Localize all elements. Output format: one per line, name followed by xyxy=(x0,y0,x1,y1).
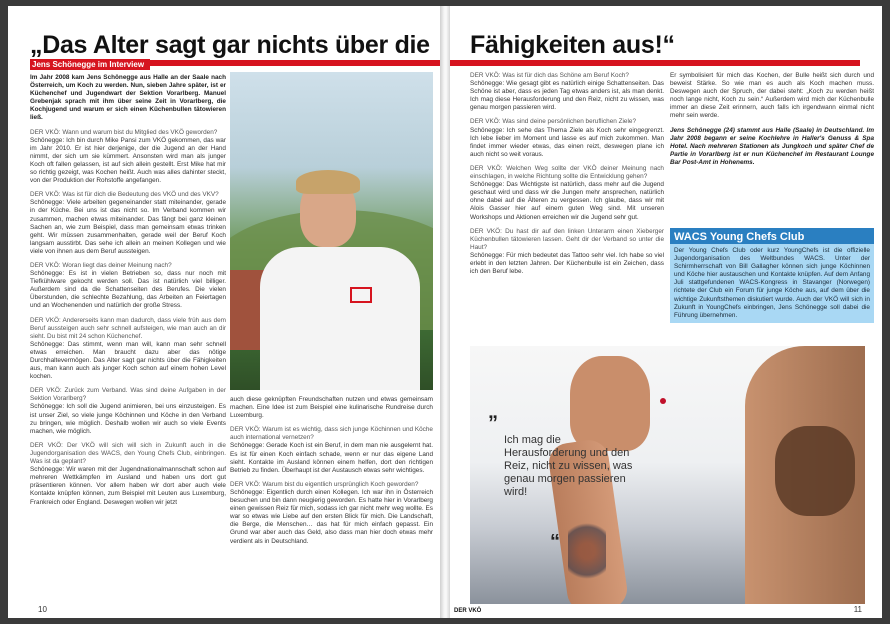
wacs-box-text: Der Young Chefs Club oder kurz YoungChefs ist die offizielle Jugendorganisation des Weltbundes WACS. Unter der Schirmherrschaft von Bill Gallagher können sich junge Köchinnen und Köche hier austauschen und Kontakte knüpfen. Auf dem Anfang Juli stattgefundenen WACS-Kongress in Stavanger (Norwegen) richtete der Club ein Forum für junge Köche aus, auf dem über die wichtige Zukunftsthemen diskutiert wurde. Auch der VKÖ will sich in Zukunft in YoungChefs einbringen, Jens Schönegge soll dabei die Führung übernehmen. xyxy=(670,244,874,323)
interview-answer: Schönegge: Ich soll die Jugend animieren, bei uns einzusteigen. Es ist unser Ziel, so viele junge Köchinnen und Köche in den Verband zu bringen, wie möglich. Deshalb wollen wir auch so viele Events machen, wie möglich. xyxy=(30,403,226,435)
interview-answer: Schönegge: Für mich bedeutet das Tattoo sehr viel. Ich habe so viel erlebt in den letzten Jahren. Der Küchenbulle ist ein Zeichen, dass ich den Beruf lebe. xyxy=(470,251,664,276)
right-column-1 xyxy=(470,72,664,282)
headline-right: Fähigkeiten aus!“ xyxy=(470,31,675,59)
lead-paragraph: Im Jahr 2008 kam Jens Schönegge aus Halle an der Saale nach Österreich, um Koch zu werden. Nun, sieben Jahre später, ist er Küchenchef und Jugendwart der Sektion Vorarlberg. Manuel Grebenjak sprach mit ihm über seine Zeit in Vorarlberg, die Kochjugend und warum er sich einen Küchenbullen tätowieren ließ. xyxy=(30,74,226,122)
interview-question: DER VKÖ: Zurück zum Verband. Was sind deine Aufgaben in der Sektion Vorarlberg? xyxy=(30,387,226,403)
interview-question: DER VKÖ: Was ist für dich das Schöne am Beruf Koch? xyxy=(470,72,629,79)
quote-open-mark: „ xyxy=(488,401,498,423)
interview-question: DER VKÖ: Andererseits kann man dadurch, dass viele früh aus dem Beruf aussteigen auch sehr schnell aufsteigen, wie man auch an dir sieht. Du bist mit 24 schon Küchenchef. xyxy=(30,316,226,340)
interview-question: DER VKÖ: Wann und warum bist du Mitglied des VKÖ geworden? xyxy=(30,128,218,136)
interview-answer: Schönegge: Ich sehe das Thema Ziele als Koch sehr eingegrenzt. Ich lebe lieber im Moment und lasse es auf mich zukommen. Man findet immer wieder etwas, das einen reizt, deswegen plane ich auch nicht so weit voraus. xyxy=(470,126,664,158)
interview-question: DER VKÖ: Warum bist du eigentlich ursprünglich Koch geworden? xyxy=(230,480,419,488)
interview-answer: Schönegge: Eigentlich durch einen Kollegen. Ich war ihn in Österreich besuchen und bin dann neugierig geworden. Es hatte hier in Vorarlberg einen gewissen Reiz für mich, sodass ich gar nicht mehr weg wollte. Es war so etwas wie Liebe auf den ersten Blick für mich. Die Landschaft, die Berge, die Menschen… das hat für mich einfach gepasst. Ein Grund war aber auch das Geld, also dass man hier doch etwas mehr verdient als in Deutschland. xyxy=(230,488,433,545)
page-number-left: 10 xyxy=(38,605,47,614)
interview-question: DER VKÖ: Was sind deine persönlichen beruflichen Ziele? xyxy=(470,118,637,126)
interview-answer: auch diese geknüpften Freundschaften nutzen und etwas gemeinsam machen. Eine Idee ist zum Beispiel eine kulinarische Rundreise durch Luxemburg. xyxy=(230,396,433,420)
chef-portrait-photo xyxy=(230,72,433,390)
interview-answer: Schönegge: Wie gesagt gibt es natürlich einige Schattenseiten. Das Schöne ist aber, dass es jeden Tag etwas anders ist, als man denkt. Ich mag diese Herausforderung und den Reiz, nicht zu wissen, was genau morgen passieren wird. xyxy=(470,80,664,112)
headline-rule-right xyxy=(450,60,860,66)
chef-bio: Jens Schönegge (24) stammt aus Halle (Saale) in Deutschland. Im Jahr 2008 begann er seine Kochlehre in Haller's Genuss & Spa Hotel. Nach mehreren Stationen als Jungkoch und später Chef de Partie in Vorarlberg ist er nun Küchenchef im Restaurant Lounge Bar Post-Amt in Hohenems. xyxy=(670,126,874,166)
left-column-2 xyxy=(230,396,433,552)
wacs-box-heading: WACS Young Chefs Club xyxy=(670,228,874,246)
left-column-1 xyxy=(30,74,226,513)
page-number-right: 11 xyxy=(853,605,862,614)
interview-answer: Schönegge: Wir waren mit der Jugendnationalmannschaft schon auf mehreren Wettkämpfen im Ausland und haben uns dort gut präsentieren können. Vor allem haben wir dort aber auch viele Kontakte knüpfen können, zum Beispiel mit Leuten aus Luxemburg, Frankreich oder England. Deswegen wollen wir jetzt xyxy=(30,466,226,506)
footer-logo: DER VKÖ xyxy=(454,608,482,614)
headline-left: „Das Alter sagt gar nichts über die xyxy=(30,31,430,59)
page-gutter xyxy=(440,6,450,618)
interview-question: DER VKÖ: Welchen Weg sollte der VKÖ deiner Meinung nach einschlagen, in welche Richtung sollte die Entwicklung gehen? xyxy=(470,164,664,181)
interview-answer: Schönegge: Das stimmt, wenn man will, kann man sehr schnell etwas erreichen. Man braucht dazu aber das nötige Durchhaltevermögen. Das Alter sagt gar nichts über die Fähigkeiten aus, man kann auch als junger Koch schon auf einem hohen Level kochen. xyxy=(30,340,226,381)
left-page xyxy=(8,6,440,618)
quote-close-mark: “ xyxy=(550,531,560,553)
interview-question: DER VKÖ: Du hast dir auf den linken Unterarm einen Xieberger Küchenbullen tätowieren lassen. Geht dir der Verband so unter die Haut? xyxy=(470,227,664,251)
right-page xyxy=(450,6,882,618)
interview-answer: Schönegge: Ich bin durch Mike Pansi zum VKÖ gekommen, das war im Jahr 2010. Er ist hier derjenige, der die Jugend an der Hand nimmt, der sich um sie kümmert. Ansonsten wird man als junger Koch oft fallen gelassen, ist auf sich allein gestellt. Erst Mike hat mir so richtig gezeigt, was Kochen heißt. Auch was alles dahinter steckt, von der Produktion der Rohstoffe angefangen. xyxy=(30,136,226,185)
interview-answer: Schönegge: Das Wichtigste ist natürlich, dass mehr auf die Jugend geschaut wird und dass wir die Jungen mehr ansprechen, natürlich ohne dabei auf die Älteren zu vergessen. Ich glaube, dass wir mit Alois Gasser hier auf einem guten Weg sind. Mit unseren Workshops und Aktionen erreichen wir die Jugend sehr gut. xyxy=(470,181,664,221)
interview-question: DER VKÖ: Was ist für dich die Bedeutung des VKÖ und des VKV? xyxy=(30,191,219,199)
tattoo-continuation: Er symbolisiert für mich das Kochen, der Bulle heißt sich durch und beweist Stärke. So wie man es auch als Koch machen muss. Deswegen auch der Spruch, der dabei steht: „Koch zu werden heißt noch lange nicht, Koch zu sein.“ Außerdem wird mich der Küchenbulle immer an diese Zeit erinnern, auch falls ich irgendwann einmal nicht mehr sein werde. xyxy=(670,72,874,120)
interview-answer: Schönegge: Gerade Koch ist ein Beruf, in dem man nie ausgelernt hat. Es ist für einen Koch einfach schade, wenn er nur das eigene Land sieht. Kontakte im Ausland können einem helfen, dort den richtigen Betrieb zu finden. Überhaupt ist der Austausch etwas sehr wichtiges. xyxy=(230,442,433,474)
interview-question: DER VKÖ: Warum ist es wichtig, dass sich junge Köchinnen und Köche auch international vernetzen? xyxy=(230,426,433,442)
right-column-2 xyxy=(670,72,874,173)
interview-question: DER VKÖ: Woran liegt das deiner Meinung nach? xyxy=(30,261,172,269)
interview-answer: Schönegge: Viele arbeiten gegeneinander statt miteinander, gerade in der Küche. Bei uns ist das nicht so. Im Verband kommen wir zusammen, machen etwas miteinander. Das fängt bei ganz kleinen Sachen an, wie zum Beispiel, dass man gemeinsam etwas trinken geht. Wir müssen zusammenhalten, gerade weil der Beruf Koch langsam ausstirbt. Das sehe ich allein an meinen Kollegen und wie viele von ihnen aus dem Beruf aussteigen. xyxy=(30,199,226,255)
interview-answer: Schönegge: Es ist in vielen Betrieben so, dass nur noch mit Tiefkühlware gekocht werden soll. Das ist natürlich viel billiger. Außerdem sind da die Schattenseiten des Berufes. Die vielen Überstunden, die schlechte Bezahlung, das Arbeiten an Feiertagen und an Wochenenden und natürlich der große Stress. xyxy=(30,270,226,310)
interview-subtitle: Jens Schönegge im Interview xyxy=(30,59,150,70)
pull-quote: Ich mag die Herausforderung und den Reiz, nicht zu wissen, was genau morgen passieren wird! xyxy=(504,434,633,498)
interview-question: DER VKÖ: Der VKÖ will sich will sich in Zukunft auch in die Jugendorganisation des WACS, den Young Chefs Club, einbringen. Was ist da geplant? xyxy=(30,441,226,466)
